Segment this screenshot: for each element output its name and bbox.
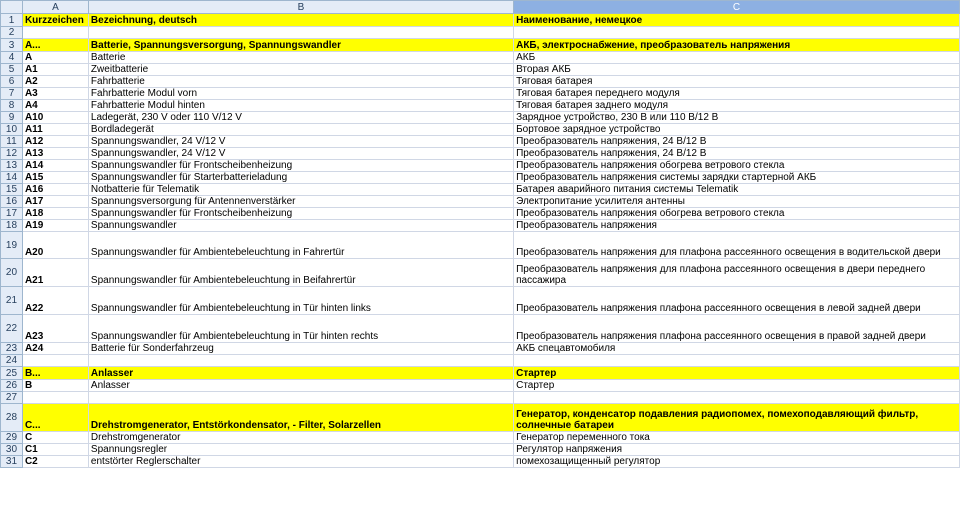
cell-naimenovanie[interactable]: Зарядное устройство, 230 В или 110 В/12 В xyxy=(514,112,960,124)
cell-naimenovanie[interactable]: Генератор переменного тока xyxy=(514,432,960,444)
row-header[interactable]: 6 xyxy=(1,76,23,88)
row-header[interactable]: 26 xyxy=(1,380,23,392)
row-header[interactable]: 4 xyxy=(1,52,23,64)
cell-naimenovanie[interactable]: Тяговая батарея заднего модуля xyxy=(514,100,960,112)
cell-kurzzeichen[interactable] xyxy=(22,27,88,39)
cell-kurzzeichen[interactable] xyxy=(22,355,88,367)
cell-bezeichnung-deutsch[interactable]: Batterie xyxy=(88,52,513,64)
cell-kurzzeichen[interactable]: A12 xyxy=(22,136,88,148)
cell-bezeichnung-deutsch[interactable]: Spannungswandler für Starterbatterieladung xyxy=(88,172,513,184)
cell-naimenovanie[interactable]: Наименование, немецкое xyxy=(514,14,960,27)
cell-naimenovanie[interactable]: Преобразователь напряжения плафона рассеянного освещения в правой задней двери xyxy=(514,315,960,343)
cell-bezeichnung-deutsch[interactable]: Spannungswandler für Ambientebeleuchtung in Tür hinten links xyxy=(88,287,513,315)
sheet-row xyxy=(1,432,960,444)
row-header[interactable]: 14 xyxy=(1,172,23,184)
cell-naimenovanie[interactable] xyxy=(514,392,960,404)
cell-kurzzeichen[interactable]: B xyxy=(22,380,88,392)
cell-kurzzeichen[interactable]: C xyxy=(22,432,88,444)
cell-bezeichnung-deutsch[interactable]: entstörter Reglerschalter xyxy=(88,456,513,468)
row-header[interactable]: 15 xyxy=(1,184,23,196)
cell-naimenovanie[interactable] xyxy=(514,355,960,367)
cell-naimenovanie[interactable]: Преобразователь напряжения, 24 В/12 В xyxy=(514,148,960,160)
sheet-row xyxy=(1,148,960,160)
cell-bezeichnung-deutsch[interactable]: Notbatterie für Telematik xyxy=(88,184,513,196)
row-header[interactable]: 28 xyxy=(1,404,23,432)
cell-kurzzeichen[interactable]: A11 xyxy=(22,124,88,136)
row-header[interactable]: 2 xyxy=(1,27,23,39)
sheet-row xyxy=(1,112,960,124)
cell-naimenovanie[interactable]: Преобразователь напряжения обогрева ветрового стекла xyxy=(514,160,960,172)
cell-bezeichnung-deutsch[interactable]: Spannungswandler, 24 V/12 V xyxy=(88,136,513,148)
cell-bezeichnung-deutsch[interactable]: Drehstromgenerator xyxy=(88,432,513,444)
cell-naimenovanie[interactable]: Преобразователь напряжения для плафона рассеянного освещения в двери переднего пассажира xyxy=(514,259,960,287)
cell-naimenovanie[interactable]: Преобразователь напряжения плафона рассеянного освещения в левой задней двери xyxy=(514,287,960,315)
sheet-row xyxy=(1,100,960,112)
row-header[interactable]: 18 xyxy=(1,220,23,232)
cell-naimenovanie[interactable]: Электропитание усилителя антенны xyxy=(514,196,960,208)
cell-bezeichnung-deutsch[interactable]: Spannungswandler, 24 V/12 V xyxy=(88,148,513,160)
row-header[interactable]: 25 xyxy=(1,367,23,380)
row-header[interactable]: 30 xyxy=(1,444,23,456)
cell-bezeichnung-deutsch[interactable]: Anlasser xyxy=(88,380,513,392)
column-header-c[interactable]: C xyxy=(514,1,960,14)
cell-kurzzeichen[interactable]: C2 xyxy=(22,456,88,468)
sheet-row xyxy=(1,172,960,184)
row-header[interactable]: 3 xyxy=(1,39,23,52)
row-header[interactable]: 7 xyxy=(1,88,23,100)
cell-bezeichnung-deutsch[interactable]: Anlasser xyxy=(88,367,513,380)
cell-kurzzeichen[interactable]: A... xyxy=(22,39,88,52)
column-header-b[interactable]: B xyxy=(88,1,513,14)
cell-kurzzeichen[interactable]: A13 xyxy=(22,148,88,160)
column-header-row xyxy=(1,1,960,14)
cell-kurzzeichen[interactable]: C... xyxy=(22,404,88,432)
row-header[interactable]: 10 xyxy=(1,124,23,136)
sheet-row xyxy=(1,287,960,315)
sheet-row xyxy=(1,232,960,259)
row-header[interactable]: 21 xyxy=(1,287,23,315)
cell-kurzzeichen[interactable]: A24 xyxy=(22,343,88,355)
cell-kurzzeichen[interactable]: A3 xyxy=(22,88,88,100)
row-header[interactable]: 11 xyxy=(1,136,23,148)
cell-kurzzeichen[interactable]: A16 xyxy=(22,184,88,196)
sheet-row xyxy=(1,14,960,27)
row-header[interactable]: 24 xyxy=(1,355,23,367)
cell-bezeichnung-deutsch[interactable] xyxy=(88,392,513,404)
row-header[interactable]: 8 xyxy=(1,100,23,112)
cell-kurzzeichen[interactable]: A22 xyxy=(22,287,88,315)
cell-bezeichnung-deutsch[interactable]: Batterie, Spannungsversorgung, Spannungswandler xyxy=(88,39,513,52)
cell-bezeichnung-deutsch[interactable]: Spannungswandler für Frontscheibenheizung xyxy=(88,208,513,220)
cell-naimenovanie[interactable]: Стартер xyxy=(514,367,960,380)
cell-naimenovanie[interactable]: Вторая АКБ xyxy=(514,64,960,76)
cell-kurzzeichen[interactable]: A1 xyxy=(22,64,88,76)
row-header[interactable]: 19 xyxy=(1,232,23,259)
sheet-row xyxy=(1,208,960,220)
sheet-row xyxy=(1,76,960,88)
cell-bezeichnung-deutsch[interactable]: Drehstromgenerator, Entstörkondensator, - Filter, Solarzellen xyxy=(88,404,513,432)
sheet-row xyxy=(1,88,960,100)
cell-naimenovanie[interactable]: Батарея аварийного питания системы Telematik xyxy=(514,184,960,196)
sheet-row xyxy=(1,160,960,172)
cell-naimenovanie[interactable]: АКБ спецавтомобиля xyxy=(514,343,960,355)
cell-bezeichnung-deutsch[interactable]: Spannungsregler xyxy=(88,444,513,456)
row-header[interactable]: 29 xyxy=(1,432,23,444)
cell-naimenovanie[interactable]: АКБ xyxy=(514,52,960,64)
cell-bezeichnung-deutsch[interactable]: Fahrbatterie Modul hinten xyxy=(88,100,513,112)
sheet-row xyxy=(1,392,960,404)
row-header[interactable]: 16 xyxy=(1,196,23,208)
cell-kurzzeichen[interactable]: C1 xyxy=(22,444,88,456)
select-all-corner[interactable] xyxy=(1,1,23,14)
sheet-row xyxy=(1,259,960,287)
cell-naimenovanie[interactable]: Регулятор напряжения xyxy=(514,444,960,456)
cell-kurzzeichen[interactable]: A xyxy=(22,52,88,64)
sheet-row xyxy=(1,124,960,136)
cell-naimenovanie[interactable]: Стартер xyxy=(514,380,960,392)
cell-bezeichnung-deutsch[interactable]: Spannungswandler für Ambientebeleuchtung in Beifahrertür xyxy=(88,259,513,287)
cell-kurzzeichen[interactable]: B... xyxy=(22,367,88,380)
cell-bezeichnung-deutsch[interactable]: Spannungswandler für Ambientebeleuchtung in Fahrertür xyxy=(88,232,513,259)
cell-bezeichnung-deutsch[interactable]: Spannungswandler für Ambientebeleuchtung in Tür hinten rechts xyxy=(88,315,513,343)
row-header[interactable]: 9 xyxy=(1,112,23,124)
cell-bezeichnung-deutsch[interactable]: Spannungswandler xyxy=(88,220,513,232)
cell-naimenovanie[interactable]: Генератор, конденсатор подавления радиопомех, помехоподавляющий фильтр, солнечные батареи xyxy=(514,404,960,432)
sheet-row xyxy=(1,456,960,468)
row-header[interactable]: 27 xyxy=(1,392,23,404)
row-header[interactable]: 23 xyxy=(1,343,23,355)
sheet-row xyxy=(1,196,960,208)
row-header[interactable]: 13 xyxy=(1,160,23,172)
cell-kurzzeichen[interactable]: A14 xyxy=(22,160,88,172)
row-header[interactable]: 20 xyxy=(1,259,23,287)
sheet-row xyxy=(1,315,960,343)
cell-bezeichnung-deutsch[interactable]: Fahrbatterie Modul vorn xyxy=(88,88,513,100)
cell-kurzzeichen[interactable]: A23 xyxy=(22,315,88,343)
sheet-row xyxy=(1,343,960,355)
row-header[interactable]: 1 xyxy=(1,14,23,27)
cell-kurzzeichen[interactable]: A15 xyxy=(22,172,88,184)
cell-naimenovanie[interactable]: Преобразователь напряжения обогрева ветрового стекла xyxy=(514,208,960,220)
cell-bezeichnung-deutsch[interactable]: Bezeichnung, deutsch xyxy=(88,14,513,27)
sheet-row xyxy=(1,367,960,380)
cell-bezeichnung-deutsch[interactable]: Spannungswandler für Frontscheibenheizung xyxy=(88,160,513,172)
sheet-row xyxy=(1,184,960,196)
cell-kurzzeichen[interactable]: A17 xyxy=(22,196,88,208)
sheet-row xyxy=(1,27,960,39)
sheet-row xyxy=(1,39,960,52)
cell-naimenovanie[interactable]: АКБ, электроснабжение, преобразователь напряжения xyxy=(514,39,960,52)
cell-bezeichnung-deutsch[interactable]: Bordladegerät xyxy=(88,124,513,136)
sheet-row xyxy=(1,64,960,76)
cell-bezeichnung-deutsch[interactable] xyxy=(88,27,513,39)
cell-bezeichnung-deutsch[interactable]: Ladegerät, 230 V oder 110 V/12 V xyxy=(88,112,513,124)
sheet-row xyxy=(1,52,960,64)
sheet-row xyxy=(1,404,960,432)
cell-kurzzeichen[interactable] xyxy=(22,392,88,404)
sheet-row xyxy=(1,136,960,148)
row-header[interactable]: 22 xyxy=(1,315,23,343)
sheet-row xyxy=(1,380,960,392)
cell-bezeichnung-deutsch[interactable]: Fahrbatterie xyxy=(88,76,513,88)
cell-kurzzeichen[interactable]: Kurzzeichen xyxy=(22,14,88,27)
row-header[interactable]: 31 xyxy=(1,456,23,468)
cell-naimenovanie[interactable]: помехозащищенный регулятор xyxy=(514,456,960,468)
cell-naimenovanie[interactable]: Бортовое зарядное устройство xyxy=(514,124,960,136)
cell-naimenovanie[interactable]: Преобразователь напряжения системы зарядки стартерной АКБ xyxy=(514,172,960,184)
cell-kurzzeichen[interactable]: A10 xyxy=(22,112,88,124)
cell-naimenovanie[interactable]: Преобразователь напряжения, 24 В/12 В xyxy=(514,136,960,148)
cell-kurzzeichen[interactable]: A18 xyxy=(22,208,88,220)
cell-naimenovanie[interactable]: Тяговая батарея xyxy=(514,76,960,88)
cell-kurzzeichen[interactable]: A2 xyxy=(22,76,88,88)
sheet-row xyxy=(1,444,960,456)
sheet-row xyxy=(1,220,960,232)
cell-naimenovanie[interactable]: Тяговая батарея переднего модуля xyxy=(514,88,960,100)
row-header[interactable]: 17 xyxy=(1,208,23,220)
cell-naimenovanie[interactable]: Преобразователь напряжения xyxy=(514,220,960,232)
cell-bezeichnung-deutsch[interactable]: Zweitbatterie xyxy=(88,64,513,76)
row-header[interactable]: 5 xyxy=(1,64,23,76)
cell-naimenovanie[interactable]: Преобразователь напряжения для плафона рассеянного освещения в водительской двери xyxy=(514,232,960,259)
sheet-row xyxy=(1,355,960,367)
cell-kurzzeichen[interactable]: A19 xyxy=(22,220,88,232)
cell-kurzzeichen[interactable]: A20 xyxy=(22,232,88,259)
row-header[interactable]: 12 xyxy=(1,148,23,160)
column-header-a[interactable]: A xyxy=(22,1,88,14)
cell-naimenovanie[interactable] xyxy=(514,27,960,39)
cell-bezeichnung-deutsch[interactable]: Batterie für Sonderfahrzeug xyxy=(88,343,513,355)
cell-bezeichnung-deutsch[interactable] xyxy=(88,355,513,367)
cell-bezeichnung-deutsch[interactable]: Spannungsversorgung für Antennenverstärker xyxy=(88,196,513,208)
cell-kurzzeichen[interactable]: A21 xyxy=(22,259,88,287)
cell-kurzzeichen[interactable]: A4 xyxy=(22,100,88,112)
